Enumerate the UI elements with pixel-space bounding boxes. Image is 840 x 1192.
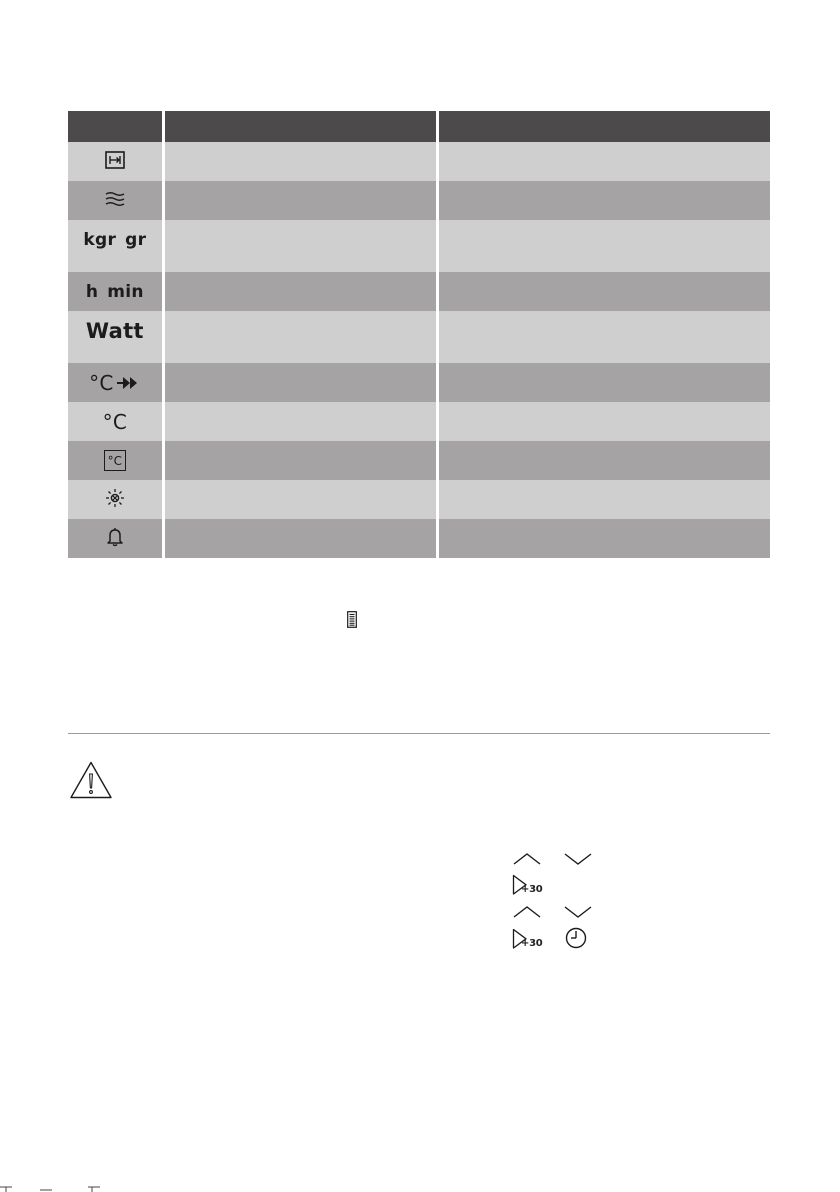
table-row bbox=[68, 220, 770, 272]
display-icon bbox=[347, 611, 357, 628]
row-label bbox=[163, 363, 437, 402]
row-label bbox=[163, 402, 437, 441]
clock-icon bbox=[565, 927, 587, 949]
section-divider bbox=[68, 733, 770, 734]
table-header-row bbox=[68, 111, 770, 142]
table-row bbox=[68, 441, 770, 480]
time-unit-min: min bbox=[107, 281, 144, 302]
row-description bbox=[438, 142, 770, 181]
fast-heatup-icon bbox=[89, 371, 141, 395]
table-row bbox=[68, 363, 770, 402]
warning-icon bbox=[69, 760, 113, 800]
up-arrow-icon bbox=[513, 905, 541, 919]
plus30-label: +30 bbox=[521, 884, 543, 895]
plus30-label: +30 bbox=[521, 938, 543, 949]
row-description bbox=[438, 311, 770, 363]
row-description bbox=[438, 402, 770, 441]
row-label bbox=[163, 181, 437, 220]
header-cell-description bbox=[438, 111, 770, 142]
row-label bbox=[163, 480, 437, 519]
steam-icon bbox=[105, 191, 125, 207]
bell-icon bbox=[106, 527, 124, 547]
row-description bbox=[438, 363, 770, 402]
table-row bbox=[68, 402, 770, 441]
down-arrow-icon bbox=[564, 905, 592, 919]
core-temperature-label: °C bbox=[107, 453, 123, 468]
row-label bbox=[163, 519, 437, 558]
table-row bbox=[68, 311, 770, 363]
row-description bbox=[438, 181, 770, 220]
row-label bbox=[163, 311, 437, 363]
table-row bbox=[68, 272, 770, 311]
time-units-icon bbox=[86, 282, 144, 302]
row-description bbox=[438, 272, 770, 311]
table-row bbox=[68, 181, 770, 220]
lamp-icon bbox=[105, 488, 125, 508]
row-label bbox=[163, 441, 437, 480]
table-row bbox=[68, 142, 770, 181]
fast-heatup-degree-label: °C bbox=[89, 370, 114, 395]
header-cell-symbol bbox=[68, 111, 163, 142]
header-cell-function bbox=[163, 111, 437, 142]
weight-unit-gr: gr bbox=[125, 230, 147, 250]
table-row bbox=[68, 519, 770, 558]
time-unit-h: h bbox=[85, 281, 99, 302]
row-description bbox=[438, 519, 770, 558]
weight-units-icon bbox=[83, 230, 146, 250]
temperature-icon: °C bbox=[102, 409, 128, 434]
double-arrow-icon bbox=[117, 376, 141, 390]
power-unit-icon: Watt bbox=[85, 319, 144, 343]
row-label bbox=[163, 272, 437, 311]
weight-autocook-icon bbox=[105, 151, 125, 169]
weight-unit-kgr: kgr bbox=[83, 230, 117, 250]
core-temperature-icon bbox=[104, 450, 126, 471]
page-footer-mark bbox=[0, 1186, 120, 1192]
indicator-table bbox=[68, 111, 770, 558]
row-description bbox=[438, 441, 770, 480]
down-arrow-icon bbox=[564, 852, 592, 866]
row-label bbox=[163, 220, 437, 272]
table-row bbox=[68, 480, 770, 519]
up-arrow-icon bbox=[513, 852, 541, 866]
row-description bbox=[438, 220, 770, 272]
row-description bbox=[438, 480, 770, 519]
row-label bbox=[163, 142, 437, 181]
